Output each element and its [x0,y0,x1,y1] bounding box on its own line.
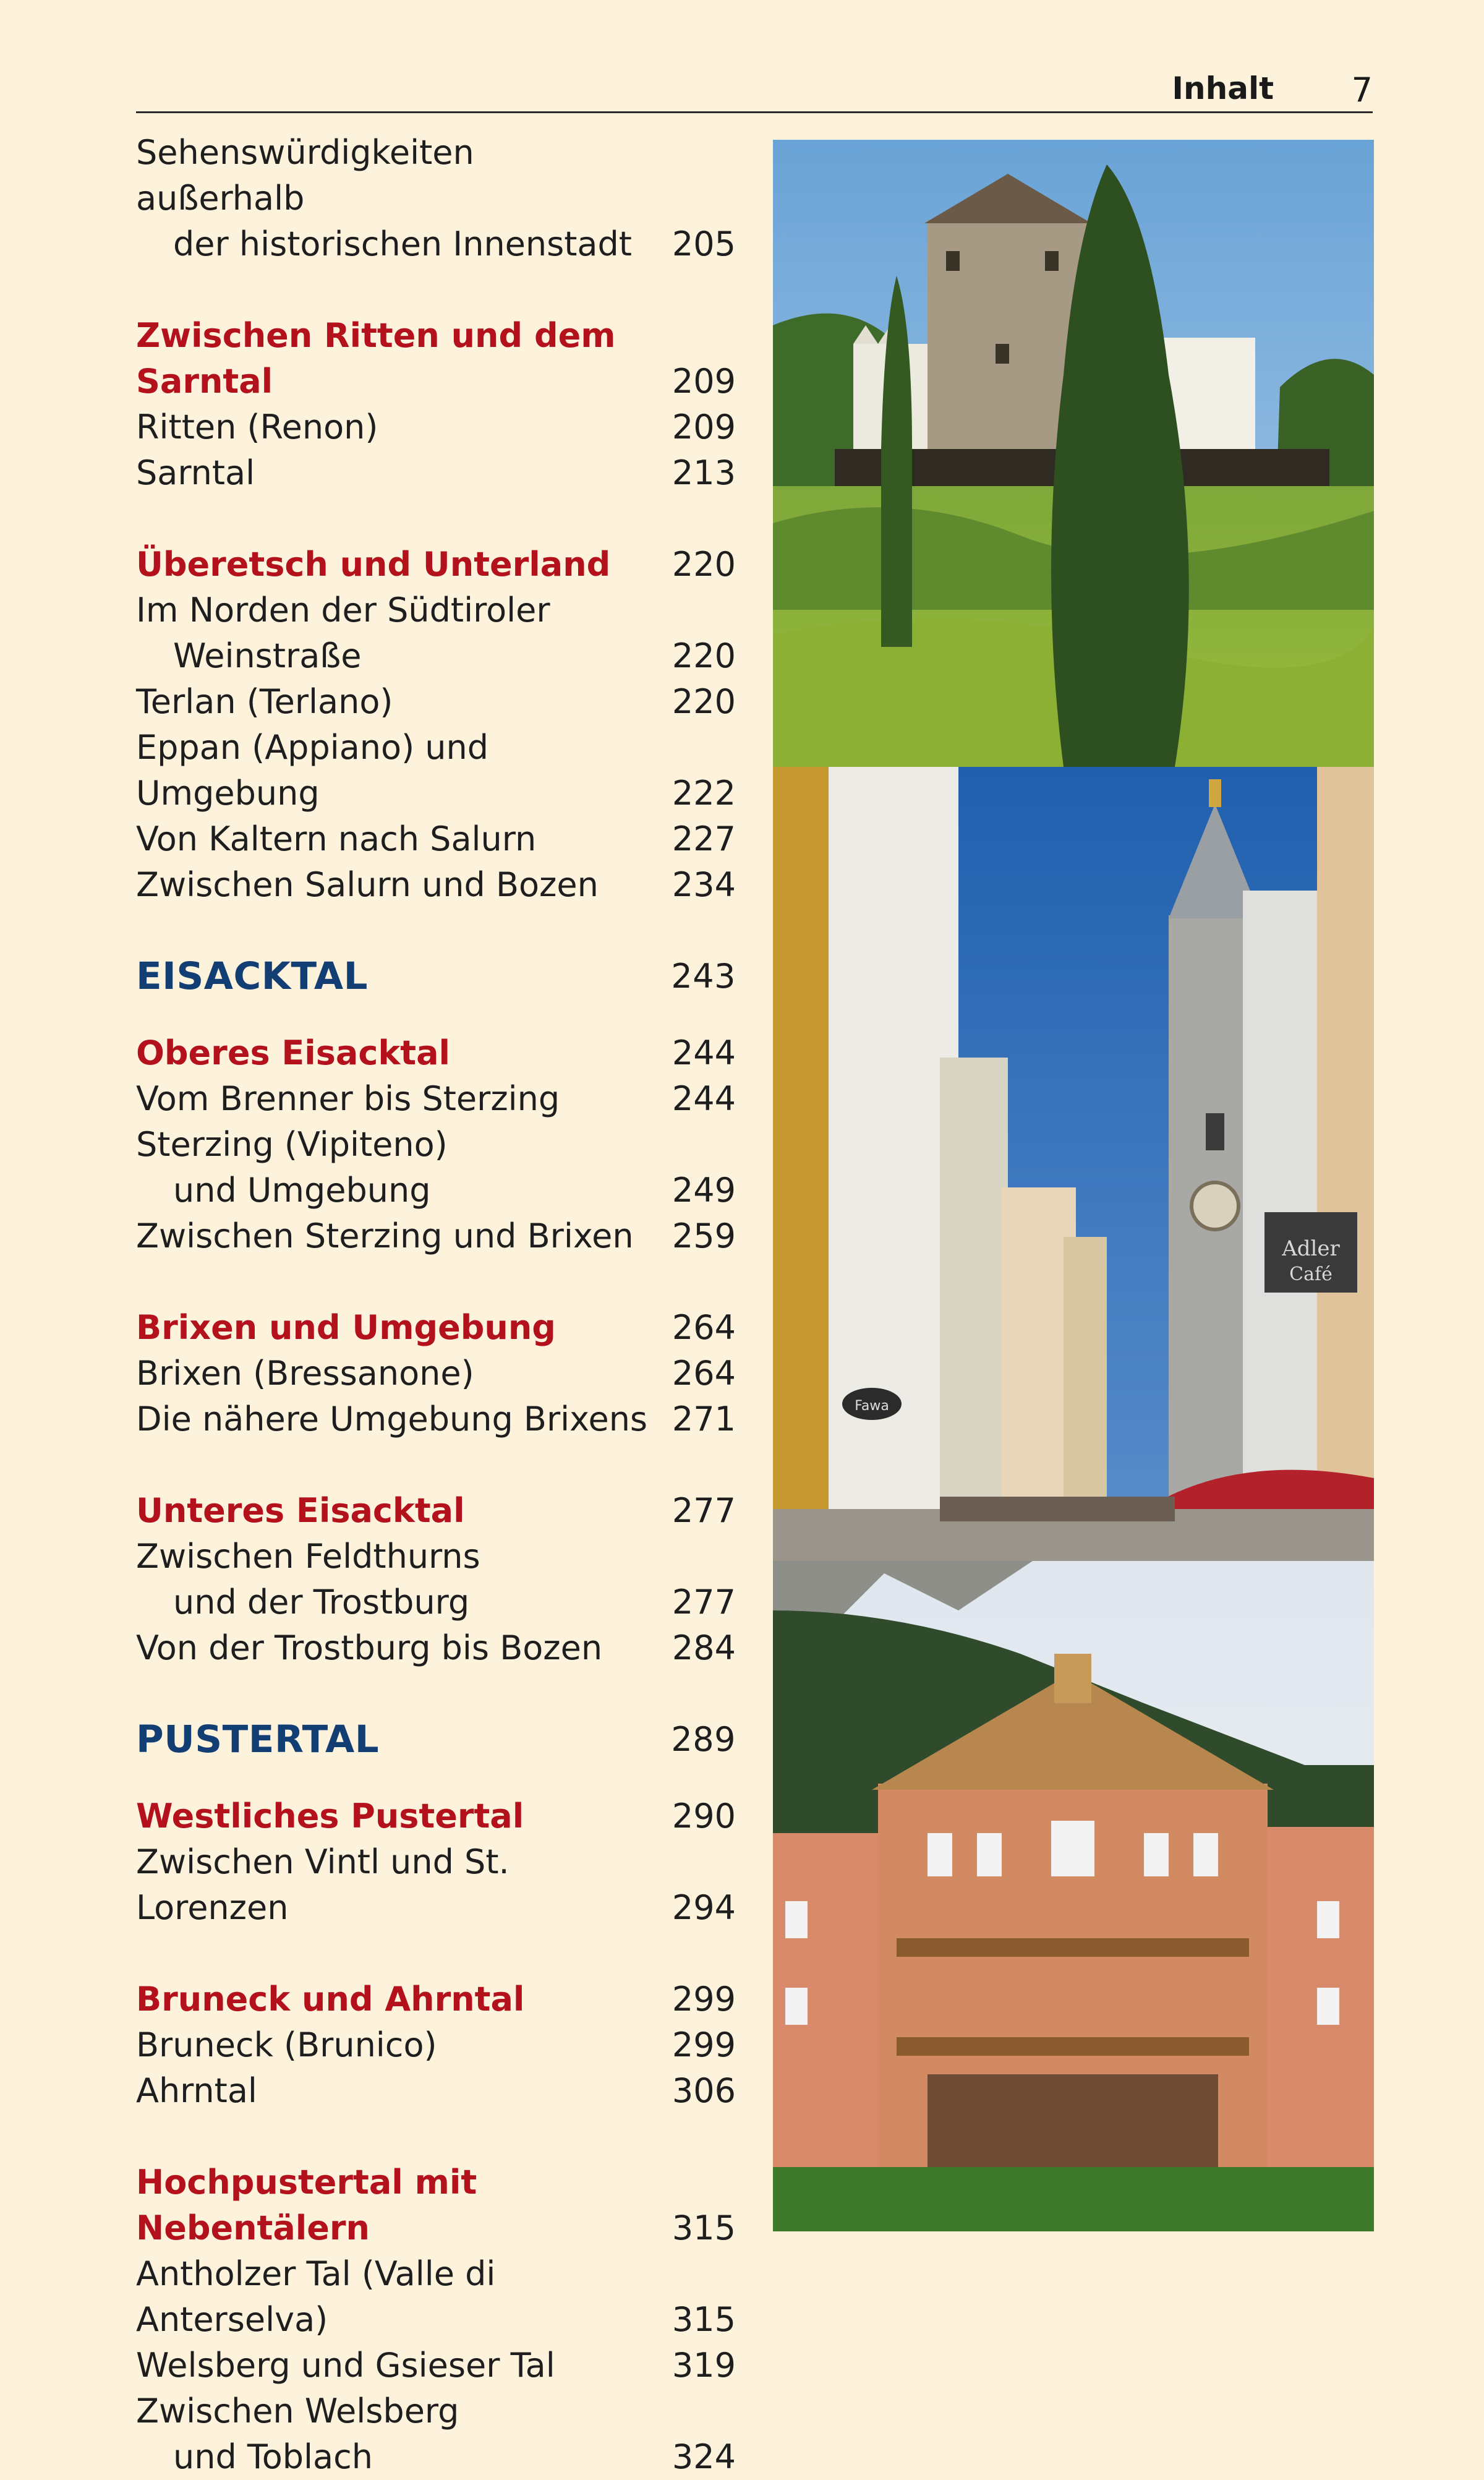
toc-entry-title: Von Kaltern nach Salurn [136,819,537,858]
toc-page-number: 299 [672,2025,736,2064]
toc-page-number: 264 [672,1308,736,1347]
toc-page-number: 244 [672,1079,736,1118]
toc-entry [136,816,736,862]
toc-entry-title-continued: und Toblach [173,2437,373,2476]
toc-entry-title: Oberes Eisacktal [136,1033,451,1072]
toc-page-number: 220 [672,682,736,721]
toc-page-number: 249 [672,1171,736,1210]
toc-entry-title: Zwischen Sterzing und Brixen [136,1216,634,1255]
toc-entry-title: Im Norden der Südtiroler [136,591,550,630]
toc-entry-title: Terlan (Terlano) [136,682,393,721]
toc-page-number: 294 [672,1888,736,1927]
toc-entry-title: EISACKTAL [136,954,368,998]
toc-page-number: 324 [672,2437,736,2476]
toc-chapter [136,954,736,999]
toc-entry [136,588,736,679]
toc-entry-title: Zwischen Feldthurns [136,1537,480,1576]
toc-entry-title: Bruneck und Ahrntal [136,1980,525,2019]
toc-page-number: 315 [672,2300,736,2339]
toc-section [136,1030,736,1076]
toc-entry [136,130,736,267]
toc-page-number: 234 [672,865,736,904]
toc-section [136,542,736,588]
shop-sign: Fawa [855,1398,889,1414]
toc-section [136,1305,736,1351]
toc-page-number: 205 [672,224,736,263]
toc-page-number: 209 [672,408,736,447]
toc-page-number: 220 [672,545,736,584]
toc-entry-title: Sarntal [136,453,255,492]
toc-page-number: 259 [672,1216,736,1255]
toc-page-number: 227 [672,819,736,858]
photo-hotel [773,1561,1374,2231]
toc-section [136,2160,736,2251]
toc-entry-title: Vom Brenner bis Sterzing [136,1079,560,1118]
toc-entry [136,1839,736,1931]
hotel-illustration [773,1561,1374,2231]
toc-page-number: 209 [672,362,736,401]
toc-page-number: 244 [672,1033,736,1072]
sign-line-2: Café [1289,1264,1333,1285]
toc-entry [136,1076,736,1122]
toc-page-number: 290 [672,1797,736,1836]
toc-entry-title-continued: und der Trostburg [173,1583,470,1622]
castle-illustration [773,140,1374,767]
toc-entry [136,1396,736,1442]
toc-entry-title: Sterzing (Vipiteno) [136,1125,448,1164]
page-header [136,68,1373,113]
toc-entry-title-continued: der historischen Innenstadt [173,224,632,263]
toc-entry [136,679,736,725]
toc-entry-title: Ritten (Renon) [136,408,378,447]
toc-entry [136,2068,736,2114]
toc-entry [136,2343,736,2388]
toc-page-number: 306 [672,2071,736,2110]
toc-section [136,313,736,404]
toc-entry-title: Eppan (Appiano) und Umgebung [136,728,489,813]
header-title: Inhalt [1172,71,1274,106]
toc-page-number: 271 [672,1400,736,1439]
toc-entry [136,404,736,450]
toc-entry [136,1213,736,1259]
toc-entry-title: Sehenswürdigkeiten außerhalb [136,133,474,218]
toc-entry [136,1351,736,1396]
toc-entry [136,450,736,496]
page-number: 7 [1351,71,1373,109]
table-of-contents [136,130,736,2480]
toc-entry-title: Zwischen Vintl und St. Lorenzen [136,1842,510,1927]
toc-entry [136,1534,736,1625]
toc-chapter [136,1717,736,1763]
toc-entry [136,2022,736,2068]
toc-entry-title: Zwischen Salurn und Bozen [136,865,599,904]
toc-entry [136,1625,736,1671]
toc-page-number: 284 [672,1628,736,1667]
photo-street-church [773,767,1374,1561]
toc-entry [136,725,736,816]
toc-page-number: 220 [672,636,736,675]
toc-entry-title: Überetsch und Unterland [136,545,611,584]
toc-page-number: 277 [672,1491,736,1530]
photo-castle [773,140,1374,767]
toc-page-number: 277 [672,1583,736,1622]
toc-section [136,1488,736,1534]
toc-entry-title: Ahrntal [136,2071,257,2110]
toc-entry-title: Zwischen Welsberg [136,2392,459,2431]
toc-page-number: 319 [672,2346,736,2385]
toc-page-number: 299 [672,1980,736,2019]
toc-entry-title: Bruneck (Brunico) [136,2025,437,2064]
toc-page-number: 315 [672,2208,736,2247]
toc-section [136,1794,736,1839]
toc-entry [136,1122,736,1213]
toc-entry-title: Hochpustertal mit Nebentälern [136,2163,477,2247]
toc-entry-title: Westliches Pustertal [136,1797,524,1836]
toc-entry-title: Antholzer Tal (Valle di Anterselva) [136,2254,496,2339]
toc-entry-title: Welsberg und Gsieser Tal [136,2346,555,2385]
toc-section [136,1977,736,2022]
toc-entry [136,862,736,908]
toc-entry-title: Brixen und Umgebung [136,1308,556,1347]
toc-page-number: 289 [671,1720,736,1759]
street-illustration [773,767,1374,1561]
sign-line-1: Adler [1282,1236,1340,1261]
toc-entry-title: Von der Trostburg bis Bozen [136,1628,603,1667]
toc-entry [136,2388,736,2480]
toc-entry-title: PUSTERTAL [136,1717,380,1761]
toc-entry-title: Unteres Eisacktal [136,1491,465,1530]
toc-page-number: 264 [672,1354,736,1393]
toc-entry-title-continued: und Umgebung [173,1171,431,1210]
toc-entry-title-continued: Weinstraße [173,636,362,675]
toc-entry-title: Die nähere Umgebung Brixens [136,1400,648,1439]
toc-page-number: 243 [671,957,736,996]
toc-entry [136,2251,736,2343]
toc-entry-title: Brixen (Bressanone) [136,1354,474,1393]
toc-entry-title: Zwischen Ritten und dem Sarntal [136,316,616,401]
toc-page-number: 222 [672,774,736,813]
toc-page-number: 213 [672,453,736,492]
